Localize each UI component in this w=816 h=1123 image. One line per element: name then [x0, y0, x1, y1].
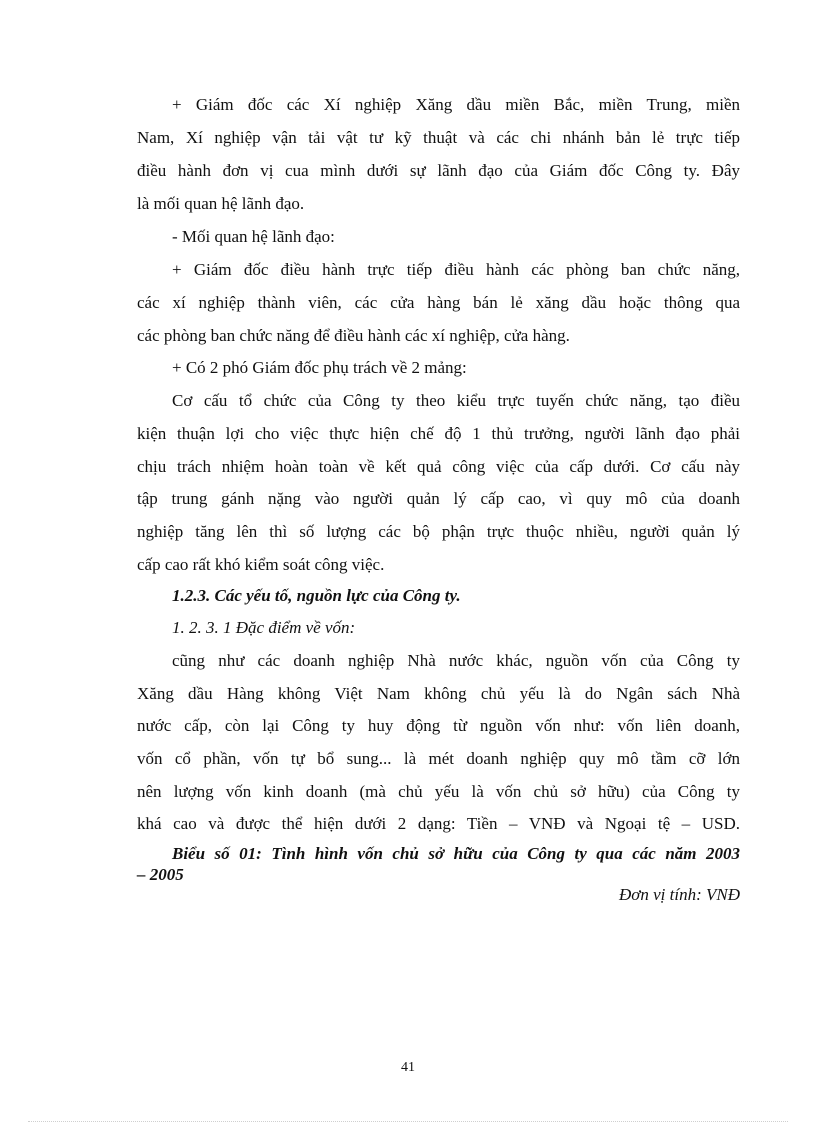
paragraph-line: kiện thuận lợi cho việc thực hiện chế độ 1 thủ trưởng, người lãnh đạo phải: [137, 424, 740, 443]
paragraph-line: cấp cao rất khó kiểm soát công việc.: [137, 555, 385, 574]
paragraph-line: nên lượng vốn kinh doanh (mà chủ yếu là vốn chủ sở hữu) của Công ty: [137, 782, 740, 801]
paragraph-line: các xí nghiệp thành viên, các cửa hàng bán lẻ xăng dầu hoặc thông qua: [137, 293, 740, 312]
subsection-heading: 1. 2. 3. 1 Đặc điểm về vốn:: [172, 618, 356, 637]
paragraph-line: các phòng ban chức năng để điều hành các xí nghiệp, cửa hàng.: [137, 326, 570, 345]
page-number: 41: [401, 1060, 415, 1075]
page-bottom-rule: [28, 1121, 788, 1122]
paragraph-line: Xăng dầu Hàng không Việt Nam không chủ yếu là do Ngân sách Nhà: [137, 684, 740, 703]
paragraph-line: + Giám đốc điều hành trực tiếp điều hành các phòng ban chức năng,: [172, 260, 740, 279]
paragraph-line: + Có 2 phó Giám đốc phụ trách về 2 mảng:: [172, 358, 467, 377]
paragraph-line: Cơ cấu tổ chức của Công ty theo kiểu trực tuyến chức năng, tạo điều: [172, 391, 740, 410]
paragraph-line: cũng như các doanh nghiệp Nhà nước khác, nguồn vốn của Công ty: [172, 651, 740, 670]
paragraph-line: + Giám đốc các Xí nghiệp Xăng dầu miền Bắc, miền Trung, miền: [172, 95, 740, 114]
section-heading: 1.2.3. Các yếu tố, nguồn lực của Công ty.: [172, 586, 461, 605]
paragraph-line: điều hành đơn vị cua mình dưới sự lãnh đạo của Giám đốc Công ty. Đây: [137, 161, 740, 180]
paragraph-line: Nam, Xí nghiệp vận tải vật tư kỹ thuật và các chi nhánh bản lẻ trực tiếp: [137, 128, 740, 147]
paragraph-line: tập trung gánh nặng vào người quản lý cấp cao, vì quy mô của doanh: [137, 489, 740, 508]
paragraph-line: khá cao và được thể hiện dưới 2 dạng: Tiền – VNĐ và Ngoại tệ – USD.: [137, 814, 740, 833]
paragraph-line: nghiệp tăng lên thì số lượng các bộ phận trực thuộc nhiều, người quản lý: [137, 522, 740, 541]
paragraph-line: là mối quan hệ lãnh đạo.: [137, 194, 305, 213]
paragraph-line: nước cấp, còn lại Công ty huy động từ nguồn vốn như: vốn liên doanh,: [137, 716, 740, 735]
paragraph-line: chịu trách nhiệm hoàn toàn về kết quả công việc của cấp dưới. Cơ cấu này: [137, 457, 740, 476]
table-caption: – 2005: [137, 865, 184, 884]
table-caption: Biểu số 01: Tình hình vốn chủ sở hữu của Công ty qua các năm 2003: [172, 844, 740, 863]
paragraph-line: - Mối quan hệ lãnh đạo:: [172, 227, 335, 246]
unit-label: Đơn vị tính: VNĐ: [619, 885, 740, 904]
paragraph-line: vốn cổ phần, vốn tự bổ sung... là mét doanh nghiệp quy mô tầm cỡ lớn: [137, 749, 740, 768]
